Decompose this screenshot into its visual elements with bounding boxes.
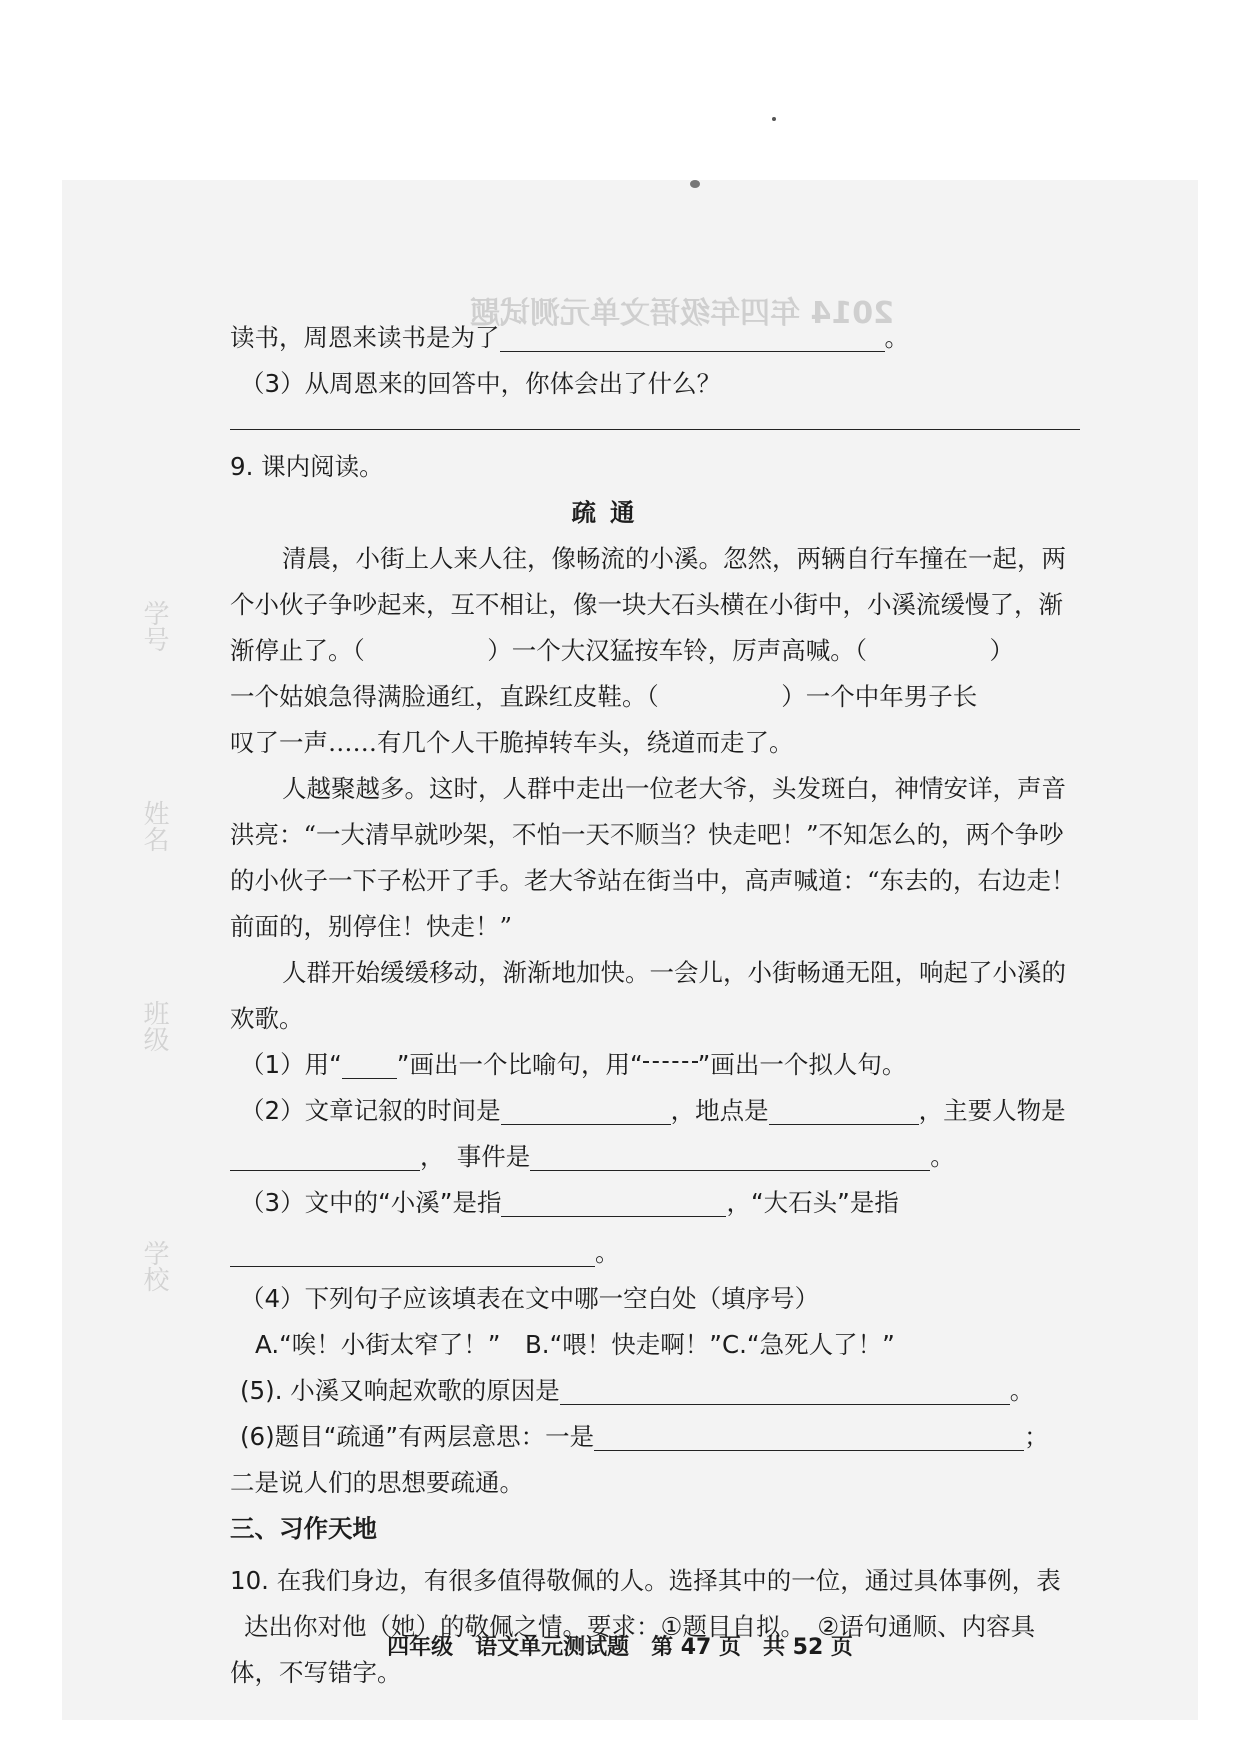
answer-blank[interactable] (500, 321, 885, 352)
character-blank[interactable] (230, 1140, 420, 1171)
passage-line: 清晨，小街上人来人往，像畅流的小溪。忽然，两辆自行车撞在一起，两 (282, 544, 1066, 573)
question-text: ，“大石头”是指 (726, 1188, 899, 1217)
question-text: ，地点是 (670, 1096, 769, 1125)
question-9-5 (230, 1368, 1080, 1414)
exam-content (230, 315, 1080, 1696)
passage-title: 疏通 (571, 498, 649, 527)
straight-underline-sample (342, 1048, 397, 1079)
question-text: （1）用“ (240, 1050, 342, 1079)
question-9-label (230, 444, 1080, 490)
stream-meaning-blank[interactable] (501, 1186, 726, 1217)
meaning-blank[interactable] (594, 1420, 1024, 1451)
question-text: （3）从周恩来的回答中，你体会出了什么？ (240, 369, 722, 398)
question-9-2 (230, 1088, 1080, 1134)
passage-line: 个小伙子争吵起来，互不相让，像一块大石头横在小街中，小溪流缓慢了，渐 (230, 590, 1063, 619)
punctuation: 。 (930, 1142, 955, 1171)
question-text: （4）下列句子应该填表在文中哪一空白处（填序号） (240, 1284, 820, 1313)
passage-line: 人群开始缓缓移动，渐渐地加快。一会儿，小街畅通无阻，响起了小溪的 (282, 958, 1066, 987)
side-label-class: 班级 (139, 1000, 169, 1052)
question-3 (230, 361, 1080, 407)
passage-line: 渐停止了。（ ）一个大汉猛按车铃，厉声高喊。（ ） (230, 636, 1014, 665)
event-blank[interactable] (530, 1140, 930, 1171)
answer-line[interactable] (230, 407, 1080, 430)
stone-meaning-blank[interactable] (230, 1236, 595, 1267)
options-text: A.“唉！小街太窄了！” B.“喂！快走啊！”C.“急死人了！” (255, 1330, 895, 1359)
question-text: (6)题目“疏通”有两层意思：一是 (240, 1422, 595, 1451)
time-blank[interactable] (501, 1094, 671, 1125)
punctuation: 。 (595, 1238, 620, 1267)
punctuation: ； (1024, 1422, 1049, 1451)
side-label-name: 姓名 (139, 800, 169, 852)
passage-line: 一个姑娘急得满脸通红，直跺红皮鞋。（ ）一个中年男子长 (230, 682, 978, 711)
wavy-underline-sample (643, 1047, 698, 1063)
question-9-3 (230, 1180, 1080, 1226)
question-9-6 (230, 1414, 1080, 1460)
question-9-4 (230, 1276, 1080, 1322)
question-text: （3）文中的“小溪”是指 (240, 1188, 502, 1217)
show-through-title: 2014 年四年级语文单元测试题 (470, 296, 894, 331)
place-blank[interactable] (769, 1094, 919, 1125)
question-9-1 (230, 1042, 1080, 1088)
question-text: 9. 课内阅读。 (230, 452, 384, 481)
question-text: ”画出一个比喻句，用“ (396, 1050, 643, 1079)
speck (772, 117, 776, 121)
question-text: (5). 小溪又响起欢歌的原因是 (240, 1376, 560, 1405)
passage-line: 前面的，别停住！快走！” (230, 912, 513, 941)
section-3-heading: 三、习作天地 (230, 1514, 377, 1543)
question-9-6-cont (230, 1460, 1080, 1506)
side-label-id: 学号 (139, 600, 169, 652)
question-9-4-options (230, 1322, 1080, 1368)
passage-line: 叹了一声……有几个人干脆掉转车头，绕道而走了。 (230, 728, 794, 757)
question-text: 二是说人们的思想要疏通。 (230, 1468, 524, 1497)
reason-blank[interactable] (560, 1374, 1010, 1405)
question-text: ”画出一个拟人句。 (697, 1050, 907, 1079)
passage-line: 洪亮：“一大清早就吵架，不怕一天不顺当？快走吧！”不知怎么的，两个争吵 (230, 820, 1064, 849)
question-10-line: 达出你对他（她）的敬佩之情。要求：①题目自拟。 ②语句通顺、内容具 (244, 1612, 1036, 1641)
question-9-3-cont (230, 1230, 1080, 1276)
passage (230, 536, 1080, 1042)
question-10: 10. 在我们身边，有很多值得敬佩的人。选择其中的一位，通过具体事例，表 (230, 1566, 1061, 1595)
side-label-school: 学校 (139, 1240, 169, 1292)
punctuation: 。 (884, 323, 909, 352)
question-text: （2）文章记叙的时间是 (240, 1096, 501, 1125)
passage-line: 人越聚越多。这时，人群中走出一位老大爷，头发斑白，神情安详，声音 (282, 774, 1066, 803)
question-text: ， 事件是 (420, 1142, 531, 1171)
punctuation: 。 (1009, 1376, 1035, 1405)
page-footer: 四年级 语文单元测试题 第 47 页 共 52 页 (387, 1635, 853, 1660)
speck (690, 180, 700, 188)
question-text: 读书，周恩来读书是为了 (230, 323, 500, 352)
question-9-2-cont (230, 1134, 1080, 1180)
question-10-line: 体，不写错字。 (230, 1658, 402, 1687)
question-text: ，主要人物是 (918, 1096, 1066, 1125)
reading-answer-line (230, 315, 1080, 361)
passage-line: 欢歌。 (230, 1004, 304, 1033)
passage-line: 的小伙子一下子松开了手。老大爷站在街当中，高声喊道：“东去的，右边走！ (230, 866, 1076, 895)
